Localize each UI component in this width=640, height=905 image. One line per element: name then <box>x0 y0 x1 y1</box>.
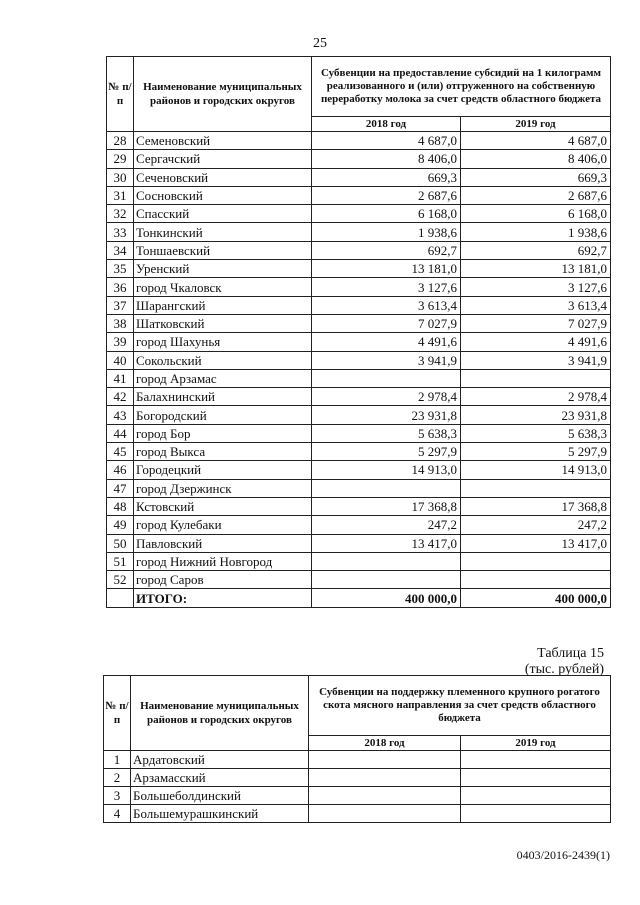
municipality-name: Уренский <box>134 260 312 278</box>
table-row <box>107 479 611 497</box>
municipality-name: Спасский <box>134 205 312 223</box>
municipality-name: Павловский <box>134 534 312 552</box>
page-number: 25 <box>313 36 327 51</box>
value-2019: 247,2 <box>461 516 611 534</box>
row-number: 40 <box>107 351 134 369</box>
row-number: 43 <box>107 406 134 424</box>
row-number: 28 <box>107 132 134 150</box>
header-year-2019: 2019 год <box>461 736 611 751</box>
table-row <box>107 314 611 332</box>
value-2019: 1 938,6 <box>461 223 611 241</box>
table-row <box>107 333 611 351</box>
value-2019 <box>461 805 611 823</box>
value-2018: 3 613,4 <box>312 296 461 314</box>
table-row <box>107 223 611 241</box>
table-row <box>107 296 611 314</box>
row-number: 4 <box>104 805 131 823</box>
row-number: 38 <box>107 314 134 332</box>
value-2019: 17 368,8 <box>461 497 611 515</box>
row-number: 36 <box>107 278 134 296</box>
value-2018: 7 027,9 <box>312 314 461 332</box>
table-row <box>107 552 611 570</box>
value-2019: 3 127,6 <box>461 278 611 296</box>
row-number: 39 <box>107 333 134 351</box>
total-2018: 400 000,0 <box>312 589 461 607</box>
municipality-name: Балахнинский <box>134 388 312 406</box>
table-label: Таблица 15 <box>537 646 604 661</box>
municipality-name: Семеновский <box>134 132 312 150</box>
header-name: Наименование муниципальных районов и городских округов <box>131 676 309 751</box>
value-2019: 23 931,8 <box>461 406 611 424</box>
value-2019 <box>461 552 611 570</box>
row-number: 34 <box>107 241 134 259</box>
value-2019: 4 687,0 <box>461 132 611 150</box>
row-number: 31 <box>107 186 134 204</box>
value-2018: 4 687,0 <box>312 132 461 150</box>
value-2019: 2 687,6 <box>461 186 611 204</box>
value-2019: 2 978,4 <box>461 388 611 406</box>
row-number: 52 <box>107 571 134 589</box>
municipality-name: город Нижний Новгород <box>134 552 312 570</box>
value-2018 <box>309 751 461 769</box>
row-number: 3 <box>104 787 131 805</box>
table-row <box>107 132 611 150</box>
value-2019: 8 406,0 <box>461 150 611 168</box>
subsidy-table-milk <box>106 56 611 608</box>
row-number: 30 <box>107 168 134 186</box>
header-name: Наименование муниципальных районов и городских округов <box>134 57 312 132</box>
total-2019: 400 000,0 <box>461 589 611 607</box>
value-2018: 23 931,8 <box>312 406 461 424</box>
table-row <box>107 241 611 259</box>
municipality-name: город Чкаловск <box>134 278 312 296</box>
subsidy-table-cattle <box>103 675 611 823</box>
value-2018: 692,7 <box>312 241 461 259</box>
table-row <box>107 443 611 461</box>
value-2019: 5 638,3 <box>461 424 611 442</box>
header-num: № п/п <box>107 57 134 132</box>
value-2018: 247,2 <box>312 516 461 534</box>
table-row <box>107 369 611 387</box>
municipality-name: город Арзамас <box>134 369 312 387</box>
value-2019 <box>461 787 611 805</box>
header-subsidy: Субвенции на предоставление субсидий на 1 килограмм реализованного и (или) отгруженного на собственную переработку молока за счет средств областного бюджета <box>312 57 611 117</box>
table-row <box>107 260 611 278</box>
value-2019: 692,7 <box>461 241 611 259</box>
value-2018: 17 368,8 <box>312 497 461 515</box>
row-number: 42 <box>107 388 134 406</box>
row-number: 33 <box>107 223 134 241</box>
municipality-name: Сергачский <box>134 150 312 168</box>
value-2018: 4 491,6 <box>312 333 461 351</box>
value-2018: 3 941,9 <box>312 351 461 369</box>
value-2019 <box>461 769 611 787</box>
municipality-name: Кстовский <box>134 497 312 515</box>
row-number: 51 <box>107 552 134 570</box>
row-number: 48 <box>107 497 134 515</box>
header-year-2018: 2018 год <box>312 117 461 132</box>
value-2019: 14 913,0 <box>461 461 611 479</box>
table-row <box>104 751 611 769</box>
value-2018: 8 406,0 <box>312 150 461 168</box>
municipality-name: Сокольский <box>134 351 312 369</box>
table-row <box>107 571 611 589</box>
value-2018: 5 297,9 <box>312 443 461 461</box>
value-2018: 1 938,6 <box>312 223 461 241</box>
document-code: 0403/2016-2439(1) <box>516 848 610 862</box>
value-2018: 2 978,4 <box>312 388 461 406</box>
value-2018: 669,3 <box>312 168 461 186</box>
value-2019: 3 613,4 <box>461 296 611 314</box>
value-2019: 13 417,0 <box>461 534 611 552</box>
row-number: 45 <box>107 443 134 461</box>
table-row <box>107 205 611 223</box>
value-2018 <box>309 805 461 823</box>
value-2018: 13 181,0 <box>312 260 461 278</box>
row-number: 37 <box>107 296 134 314</box>
total-label: ИТОГО: <box>134 589 312 607</box>
municipality-name: город Саров <box>134 571 312 589</box>
total-num <box>107 589 134 607</box>
municipality-name: Большеболдинский <box>131 787 309 805</box>
municipality-name: город Шахунья <box>134 333 312 351</box>
table-body <box>107 132 611 608</box>
row-number: 47 <box>107 479 134 497</box>
units-label: (тыс. рублей) <box>524 662 604 677</box>
municipality-name: Тоншаевский <box>134 241 312 259</box>
row-number: 2 <box>104 769 131 787</box>
value-2018 <box>309 787 461 805</box>
header-subsidy: Субвенции на поддержку племенного крупного рогатого скота мясного направления за счет средств областного бюджета <box>309 676 611 736</box>
table-body <box>104 751 611 823</box>
row-number: 46 <box>107 461 134 479</box>
municipality-name: город Выкса <box>134 443 312 461</box>
value-2018 <box>312 369 461 387</box>
total-row <box>107 589 611 607</box>
value-2019: 6 168,0 <box>461 205 611 223</box>
table-row <box>107 388 611 406</box>
row-number: 35 <box>107 260 134 278</box>
value-2019: 669,3 <box>461 168 611 186</box>
value-2019: 4 491,6 <box>461 333 611 351</box>
value-2019: 3 941,9 <box>461 351 611 369</box>
table-row <box>107 186 611 204</box>
row-number: 1 <box>104 751 131 769</box>
value-2018 <box>312 479 461 497</box>
table-row <box>107 461 611 479</box>
value-2019: 7 027,9 <box>461 314 611 332</box>
municipality-name: Сосновский <box>134 186 312 204</box>
municipality-name: Городецкий <box>134 461 312 479</box>
municipality-name: Сеченовский <box>134 168 312 186</box>
row-number: 50 <box>107 534 134 552</box>
value-2019 <box>461 571 611 589</box>
municipality-name: Шатковский <box>134 314 312 332</box>
row-number: 49 <box>107 516 134 534</box>
value-2018 <box>312 571 461 589</box>
value-2018: 5 638,3 <box>312 424 461 442</box>
value-2019 <box>461 751 611 769</box>
header-num: № п/п <box>104 676 131 751</box>
header-year-2019: 2019 год <box>461 117 611 132</box>
municipality-name: Тонкинский <box>134 223 312 241</box>
value-2019 <box>461 369 611 387</box>
row-number: 44 <box>107 424 134 442</box>
municipality-name: город Кулебаки <box>134 516 312 534</box>
table-row <box>107 150 611 168</box>
municipality-name: Арзамасский <box>131 769 309 787</box>
value-2019 <box>461 479 611 497</box>
value-2018 <box>309 769 461 787</box>
table-row <box>107 406 611 424</box>
header-year-2018: 2018 год <box>309 736 461 751</box>
value-2018 <box>312 552 461 570</box>
row-number: 41 <box>107 369 134 387</box>
value-2018: 3 127,6 <box>312 278 461 296</box>
value-2018: 6 168,0 <box>312 205 461 223</box>
table-row <box>107 516 611 534</box>
table-row <box>104 787 611 805</box>
value-2018: 13 417,0 <box>312 534 461 552</box>
table-row <box>107 534 611 552</box>
row-number: 29 <box>107 150 134 168</box>
value-2019: 13 181,0 <box>461 260 611 278</box>
municipality-name: город Дзержинск <box>134 479 312 497</box>
table-row <box>107 351 611 369</box>
value-2018: 14 913,0 <box>312 461 461 479</box>
table-row <box>107 168 611 186</box>
municipality-name: город Бор <box>134 424 312 442</box>
municipality-name: Богородский <box>134 406 312 424</box>
value-2018: 2 687,6 <box>312 186 461 204</box>
table-row <box>107 497 611 515</box>
table-row <box>104 805 611 823</box>
municipality-name: Ардатовский <box>131 751 309 769</box>
row-number: 32 <box>107 205 134 223</box>
table-row <box>104 769 611 787</box>
value-2019: 5 297,9 <box>461 443 611 461</box>
municipality-name: Шарангский <box>134 296 312 314</box>
municipality-name: Большемурашкинский <box>131 805 309 823</box>
table-row <box>107 424 611 442</box>
table-row <box>107 278 611 296</box>
